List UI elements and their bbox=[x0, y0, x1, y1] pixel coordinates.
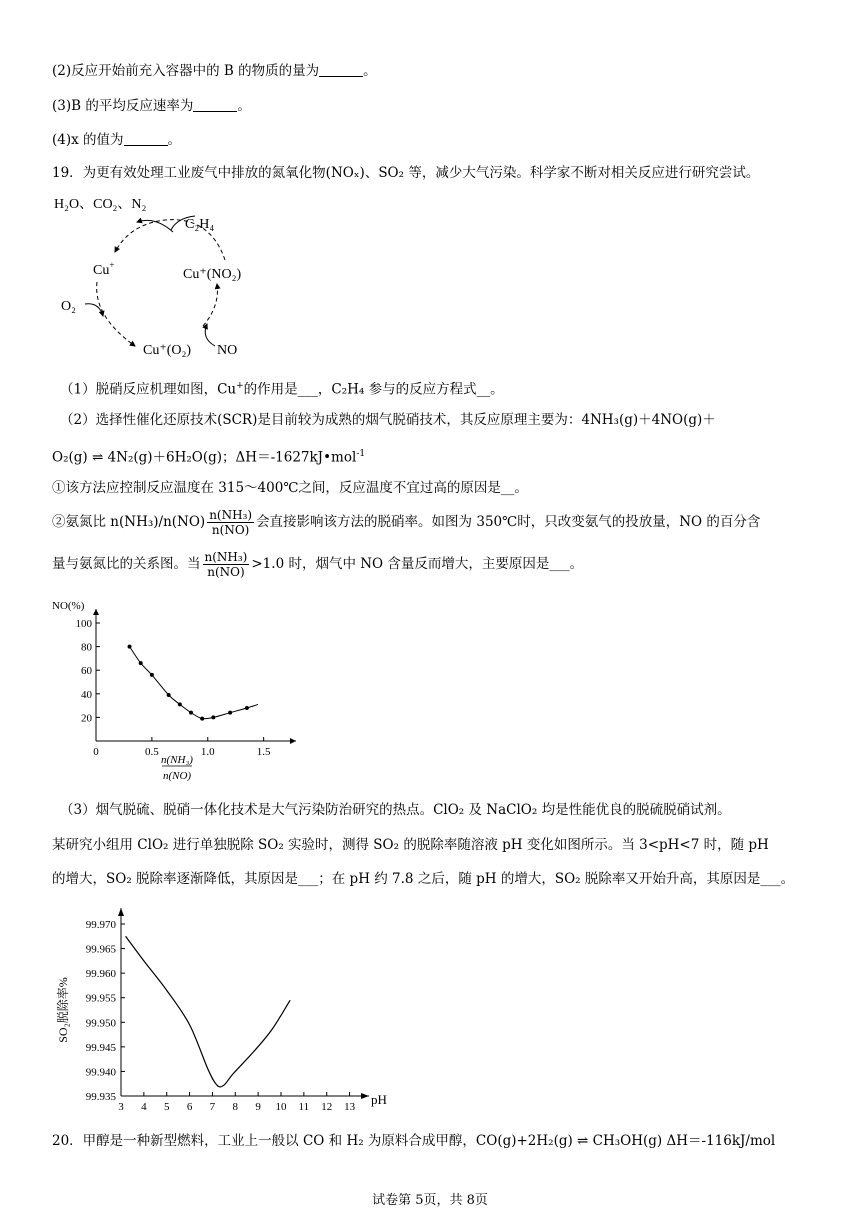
question-2-text: (2)反应开始前充入容器中的 B 的物质的量为 bbox=[52, 63, 320, 79]
ratio-text: ②氨氮比 n(NH₃)/n(NO) bbox=[52, 514, 206, 530]
chart1-y-label: NO(%) bbox=[52, 600, 85, 612]
products-label: H₂O、CO₂、N₂ bbox=[54, 197, 147, 212]
cycle-arc-right bbox=[203, 284, 217, 326]
chart1-xlabel-num: n(NH₃) bbox=[161, 754, 193, 766]
chart2-y-tick-label: 99.970 bbox=[85, 919, 116, 931]
q19-part3-a: （3）烟气脱硫、脱硝一体化技术是大气污染防治研究的热点。ClO₂ 及 NaClO₂ 均是性能优良的脱硫脱硝试剂。 bbox=[60, 802, 731, 818]
answer-blank bbox=[124, 131, 168, 146]
answer-blank bbox=[193, 97, 237, 112]
so2-removal-chart bbox=[55, 900, 395, 1125]
fraction-numerator: n(NH₃) bbox=[209, 508, 253, 522]
question-4 bbox=[52, 131, 181, 149]
chart1-data-point bbox=[245, 706, 249, 710]
chart2-x-tick-label: 10 bbox=[275, 1101, 287, 1113]
chart2-x-tick-label: 3 bbox=[118, 1101, 124, 1113]
question-19-intro: 19．为更有效处理工业废气中排放的氮氧化物(NOₓ)、SO₂ 等，减少大气污染。科学家不断对相关反应进行研究尝试。 bbox=[52, 165, 760, 181]
q19-part2-b bbox=[52, 445, 365, 467]
chart2-y-label: SO₂脱除率% bbox=[56, 977, 70, 1043]
arrow-to-products bbox=[137, 220, 173, 232]
chart1-x-tick-label: 1.0 bbox=[200, 746, 215, 758]
period: 。 bbox=[237, 98, 251, 114]
chart1-data-point bbox=[178, 702, 182, 706]
chart1-curve bbox=[130, 647, 259, 719]
chart1-x-tick-label: 0 bbox=[93, 746, 99, 758]
q19-part2-a: （2）选择性催化还原技术(SCR)是目前较为成熟的烟气脱硝技术，其反应原理主要为：4NH₃(g)＋4NO(g)＋ bbox=[60, 412, 716, 428]
chart1-data-point bbox=[211, 715, 215, 719]
question-4-text: (4)x 的值为 bbox=[52, 132, 124, 148]
cu-label: Cu+ bbox=[93, 260, 115, 278]
o2-label: O₂ bbox=[61, 299, 76, 314]
chart2-curve bbox=[126, 936, 291, 1087]
chart2-y-tick-label: 99.945 bbox=[85, 1041, 116, 1054]
q19-part1 bbox=[60, 377, 504, 399]
chart2-x-tick-label: 6 bbox=[186, 1101, 193, 1113]
chart1-y-tick-label: 20 bbox=[81, 712, 92, 725]
chart1-y-tick-label: 100 bbox=[75, 618, 92, 630]
chart2-x-arrow bbox=[361, 1093, 369, 1099]
chart2-y-tick-label: 99.955 bbox=[85, 992, 116, 1005]
chart2-y-tick-label: 99.940 bbox=[85, 1066, 116, 1079]
chart1-data-point bbox=[189, 711, 193, 715]
fraction-numerator: n(NH₃) bbox=[204, 550, 248, 564]
chart1-y-tick-label: 60 bbox=[81, 665, 92, 678]
ratio-fraction bbox=[207, 508, 254, 537]
chart1-x-arrow bbox=[290, 738, 296, 744]
chart2-x-tick-label: 7 bbox=[209, 1101, 216, 1113]
chart2-x-tick-label: 9 bbox=[255, 1101, 261, 1113]
chart1-data-point bbox=[139, 661, 143, 665]
chart1-x-tick-label: 1.5 bbox=[256, 746, 271, 758]
chart2-y-arrow bbox=[118, 908, 124, 916]
cu-no2-label: Cu⁺(NO₂) bbox=[183, 267, 242, 282]
equation-text: O₂(g) ⇌ 4N₂(g)＋6H₂O(g)；ΔH＝-1627kJ•mol bbox=[52, 449, 357, 466]
ratio-text-b: 会直接影响该方法的脱硝率。如图为 350℃时，只改变氨气的投放量，NO 的百分含 bbox=[256, 514, 761, 530]
answer-blank bbox=[319, 62, 363, 77]
chart2-y-tick-label: 99.950 bbox=[85, 1017, 116, 1030]
period: 。 bbox=[167, 132, 182, 148]
chart1-data-point bbox=[200, 717, 204, 721]
no-percent-chart bbox=[40, 595, 300, 795]
chart2-x-tick-label: 5 bbox=[163, 1101, 170, 1113]
question-20: 20．甲醇是一种新型燃料，工业上一般以 CO 和 H₂ 为原料合成甲醇，CO(g)+2H₂(g) ⇌ CH₃OH(g) ΔH＝-116kJ/mol bbox=[52, 1133, 776, 1149]
c2h4-label: C₂H₄ bbox=[185, 217, 215, 232]
unit-superscript: -1 bbox=[356, 449, 366, 459]
chart1-x-tick-label: 0.5 bbox=[145, 746, 159, 758]
part1-text-a: （1）脱硝反应机理如图，Cu bbox=[60, 381, 237, 398]
chart2-y-tick-label: 99.960 bbox=[85, 968, 116, 981]
q19-part2-e bbox=[52, 546, 583, 582]
chart1-y-tick-label: 40 bbox=[81, 688, 92, 701]
page-footer: 试卷第 5页，共 8页 bbox=[372, 1193, 488, 1208]
chart2-x-tick-label: 11 bbox=[298, 1101, 310, 1113]
chart2-x-tick-label: 12 bbox=[321, 1101, 333, 1113]
chart2-x-tick-label: 4 bbox=[141, 1101, 147, 1113]
chart1-data-point bbox=[128, 645, 132, 649]
chart2-y-tick-label: 99.935 bbox=[85, 1091, 116, 1103]
ratio-fraction-2 bbox=[203, 550, 250, 579]
question-2 bbox=[52, 62, 377, 80]
q19-part3-b: 某研究小组用 ClO₂ 进行单独脱除 SO₂ 实验时，测得 SO₂ 的脱除率随溶液 pH 变化如图所示。当 3<pH<7 时，随 pH bbox=[52, 837, 769, 853]
q19-part3-c: 的增大，SO₂ 脱除率逐渐降低，其原因是___；在 pH 约 7.8 之后，随 pH 的增大，SO₂ 脱除率又开始升高，其原因是___。 bbox=[52, 871, 795, 887]
chart2-x-tick-label: 13 bbox=[344, 1101, 356, 1113]
chart1-xlabel-den: n(NO) bbox=[162, 770, 192, 782]
question-3-text: (3)B 的平均反应速率为 bbox=[52, 98, 194, 114]
question-3 bbox=[52, 97, 251, 115]
when-text-b: >1.0 时，烟气中 NO 含量反而增大，主要原因是___。 bbox=[251, 556, 584, 572]
chart1-data-point bbox=[167, 693, 171, 697]
chart2-x-label: pH bbox=[371, 1092, 387, 1107]
fraction-denominator: n(NO) bbox=[207, 565, 245, 579]
chart2-y-tick-label: 99.965 bbox=[85, 943, 116, 956]
mechanism-diagram bbox=[45, 186, 315, 366]
chart1-data-point bbox=[150, 673, 154, 677]
period: 。 bbox=[363, 63, 377, 79]
chart2-x-tick-label: 8 bbox=[232, 1101, 239, 1113]
chart1-y-tick-label: 80 bbox=[81, 641, 92, 654]
q19-part2-d bbox=[52, 504, 760, 540]
chart1-y-arrow bbox=[93, 609, 99, 615]
arrow-no-in bbox=[205, 324, 215, 346]
chart1-data-point bbox=[228, 711, 232, 715]
part1-text-b: 的作用是___，C₂H₄ 参与的反应方程式__。 bbox=[243, 381, 504, 398]
q19-part2-c: ①该方法应控制反应温度在 315～400℃之间，反应温度不宜过高的原因是__。 bbox=[52, 480, 528, 496]
cu-superscript: + bbox=[236, 381, 244, 391]
cu-o2-label: Cu⁺(O₂) bbox=[143, 343, 192, 358]
fraction-denominator: n(NO) bbox=[211, 523, 250, 537]
when-text: 量与氨氮比的关系图。当 bbox=[52, 556, 201, 572]
no-label: NO bbox=[217, 343, 238, 358]
